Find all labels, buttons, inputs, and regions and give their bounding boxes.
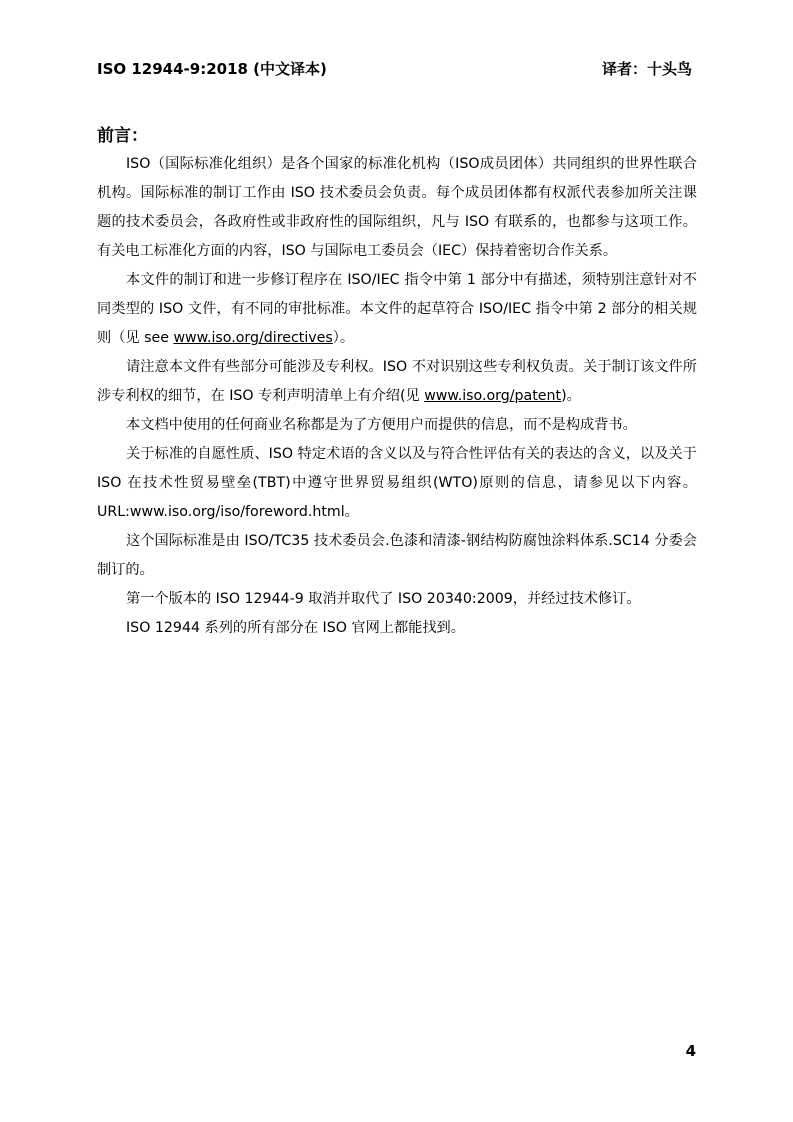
document-body [97,150,697,643]
paragraph-iso-intro: ISO（国际标准化组织）是各个国家的标准化机构（ISO成员团体）共同组织的世界性联合机构。国际标准的制订工作由 ISO 技术委员会负责。每个成员团体都有权派代表参加所关注课题的技术委员会，各政府性或非政府性的国际组织，凡与 ISO 有联系的，也都参与这项工作。有关电工标准化方面的内容，ISO 与国际电工委员会（IEC）保持着密切合作关系。 [97,156,697,259]
paragraph-series: ISO 12944 系列的所有部分在 ISO 官网上都能找到。 [126,620,465,636]
directives-text-after: ）。 [332,330,355,346]
paragraph-committee: 这个国际标准是由 ISO/TC35 技术委员会.色漆和清漆-钢结构防腐蚀涂料体系.SC14 分委会制订的。 [97,533,697,578]
paragraph-trade-names: 本文档中使用的任何商业名称都是为了方便用户而提供的信息，而不是构成背书。 [126,417,637,433]
paragraph-patent [97,353,697,411]
patent-text-after: )。 [561,388,581,404]
paragraph-directives [97,266,697,353]
patent-link[interactable]: www.iso.org/patent [424,388,562,404]
section-title-colon: ： [131,126,148,146]
paragraph-voluntary-nature: 关于标准的自愿性质、ISO 特定术语的含义以及与符合性评估有关的表达的含义，以及关于 ISO 在技术性贸易壁垒(TBT)中遵守世界贸易组织(WTO)原则的信息，请参见以下内容。URL:www.iso.org/iso/foreword.html。 [97,446,697,520]
directives-link[interactable]: www.iso.org/directives [173,330,333,346]
header-document-id: ISO 12944-9:2018 (中文译本) [97,60,327,78]
page-number: 4 [685,1042,696,1060]
section-title-text: 前言 [97,126,131,146]
directives-text-before: 本文件的制订和进一步修订程序在 ISO/IEC 指令中第 1 部分中有描述，须特别注意针对不同类型的 ISO 文件，有不同的审批标准。本文件的起草符合 ISO/IEC 指令中第 2 部分的相关规则（见 see [97,272,697,346]
section-title [97,121,148,146]
header-translator: 译者：十头鸟 [601,60,692,78]
paragraph-edition: 第一个版本的 ISO 12944-9 取消并取代了 ISO 20340:2009，并经过技术修订。 [126,591,641,607]
patent-text-before: 请注意本文件有些部分可能涉及专利权。ISO 不对识别这些专利权负责。关于制订该文件所涉专利权的细节，在 ISO 专利声明清单上有介绍(见 [97,359,697,404]
